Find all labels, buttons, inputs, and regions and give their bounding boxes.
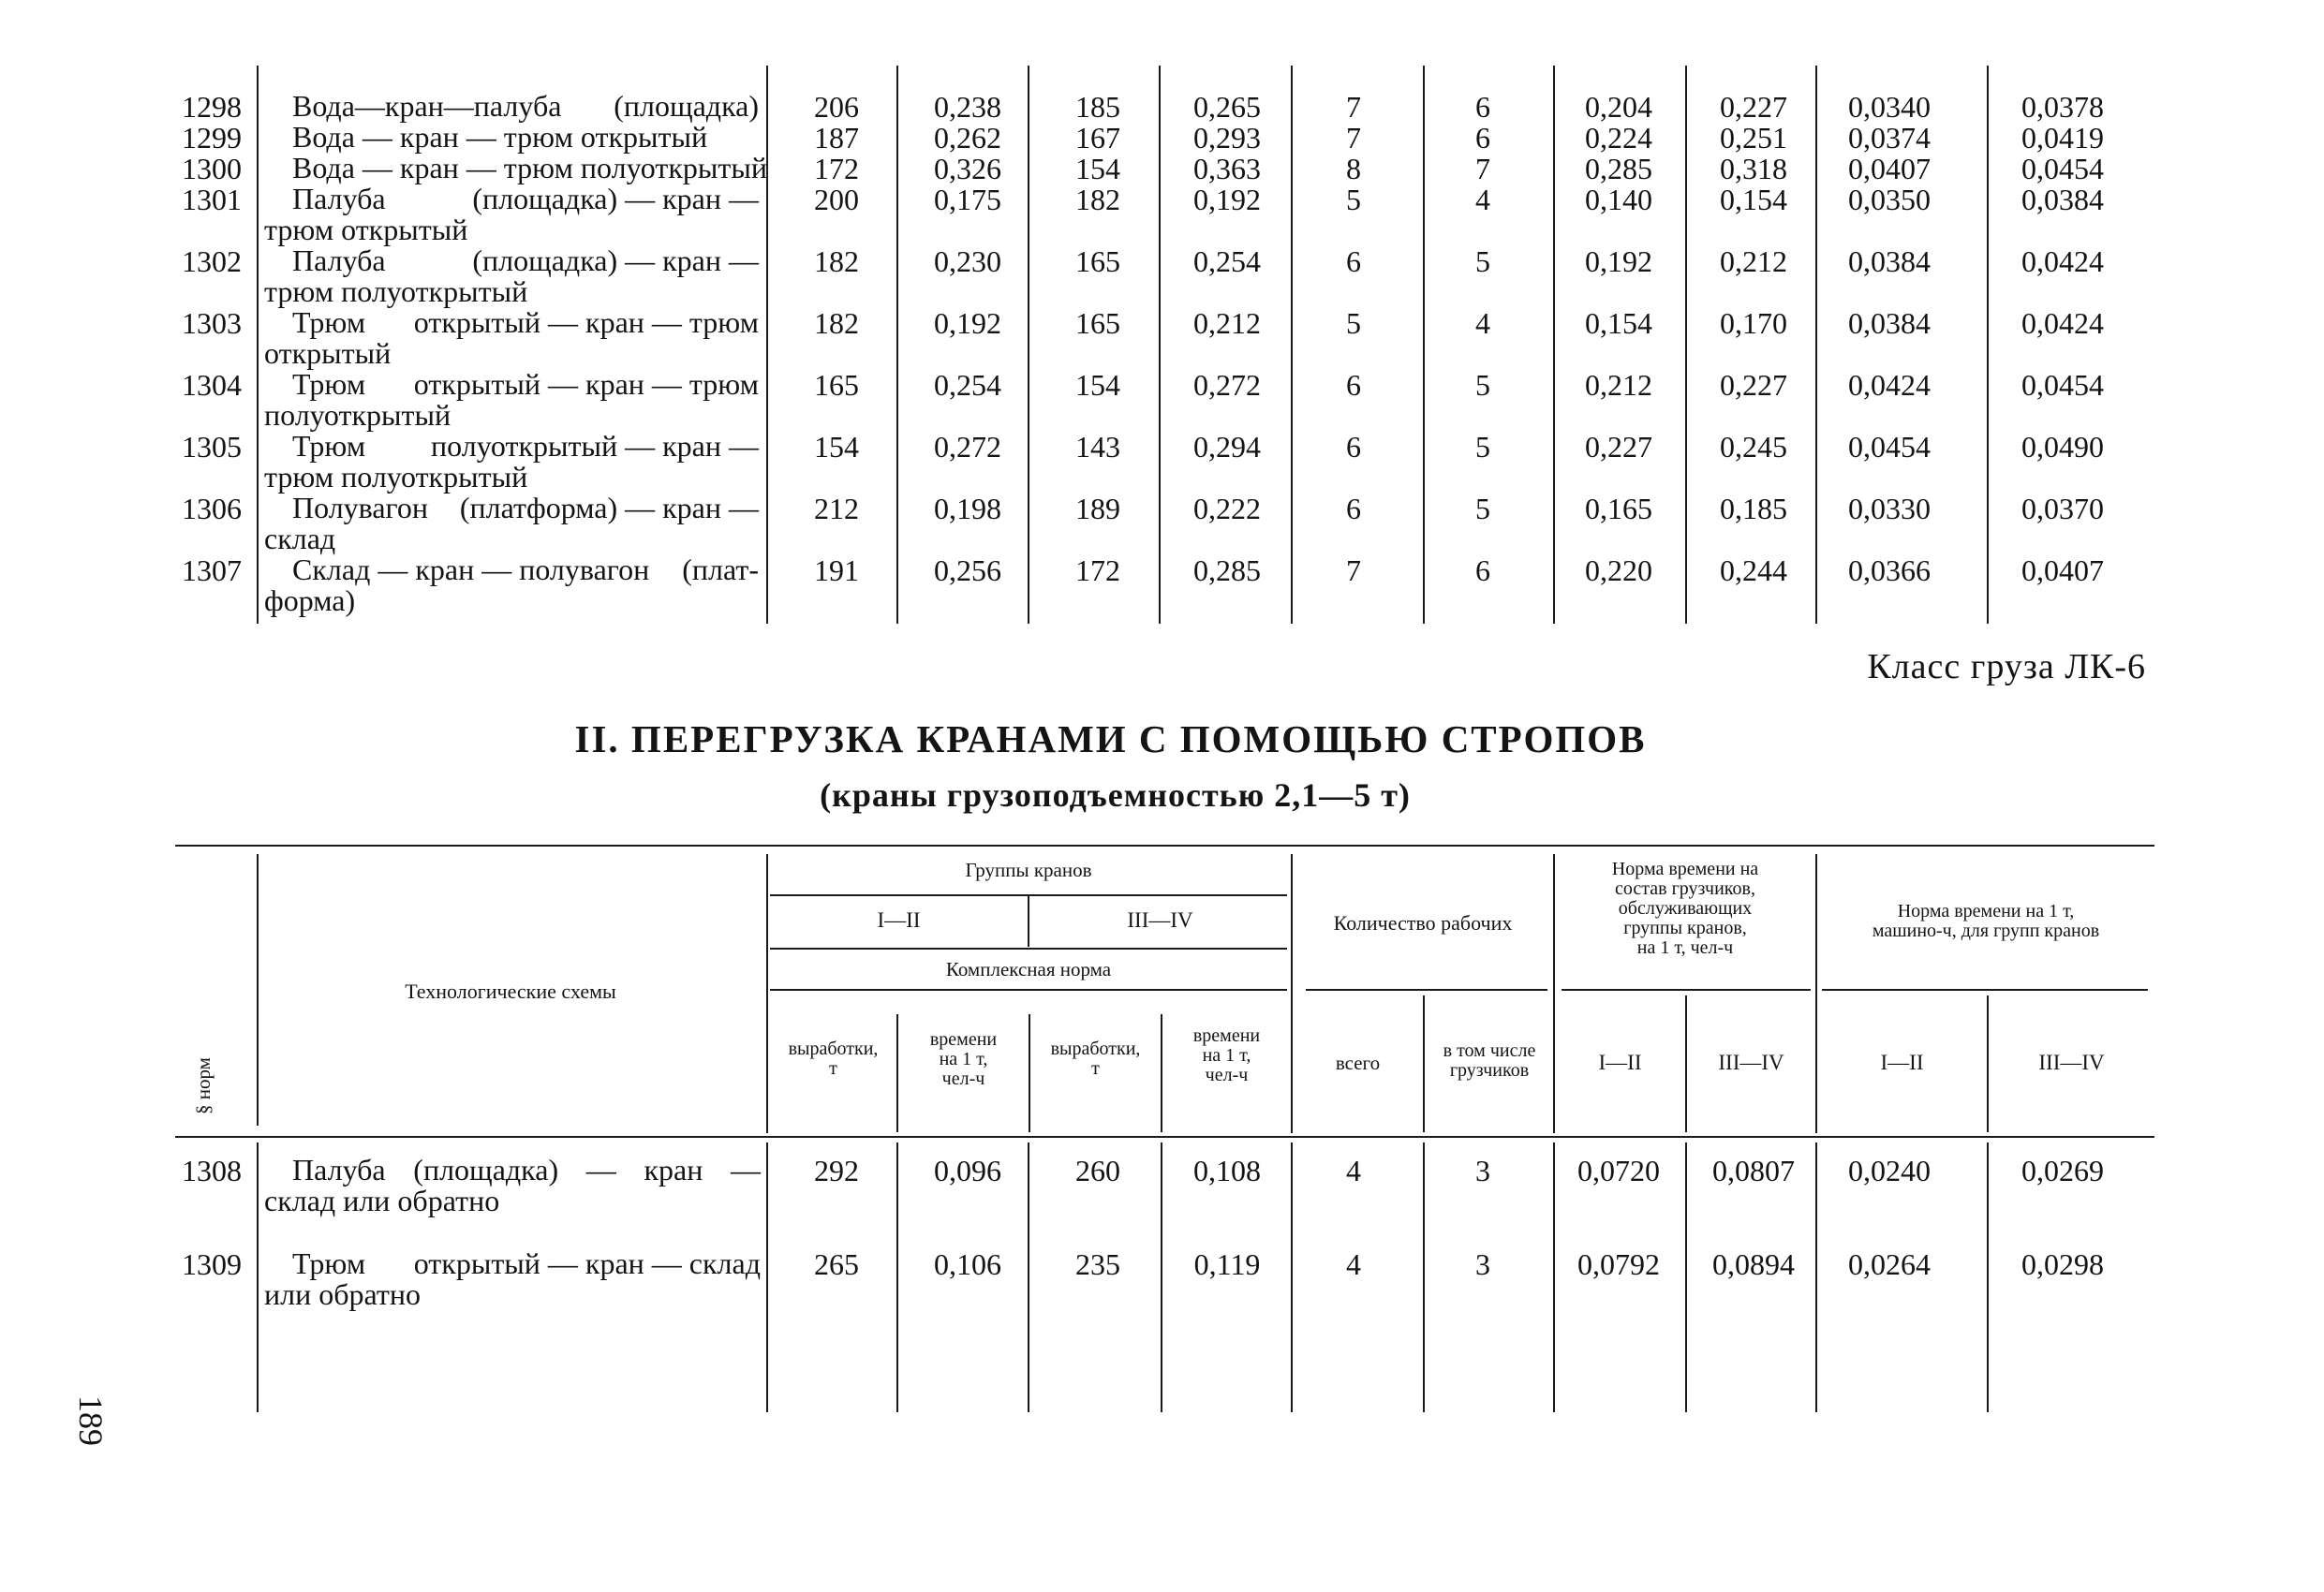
value-cell: 5 [1475, 244, 1490, 278]
output-header-line: выработки, [1050, 1039, 1141, 1059]
norm-number: 1307 [182, 553, 242, 587]
norm-number: 1309 [182, 1247, 242, 1281]
value-cell: 0,165 [1585, 492, 1652, 525]
value-cell: 0,238 [934, 90, 1001, 124]
output-header-1 [770, 1039, 896, 1079]
norm-number: 1303 [182, 306, 242, 340]
scheme-word: (плат- [682, 553, 759, 586]
norm-number: 1300 [182, 152, 242, 185]
value-cell: 0,293 [1193, 121, 1261, 155]
column-divider [257, 66, 259, 624]
header-divider [257, 854, 259, 1126]
value-cell: 0,0424 [2021, 306, 2104, 340]
value-cell: 0,0384 [2021, 183, 2104, 216]
value-cell: 172 [814, 152, 859, 185]
scheme-line-2: или обратно [264, 1277, 421, 1311]
value-cell: 8 [1346, 152, 1361, 185]
value-cell: 172 [1075, 553, 1120, 587]
time-header-line: чел-ч [941, 1069, 985, 1089]
value-cell: 265 [814, 1247, 859, 1281]
scheme-line-1 [264, 1155, 761, 1186]
value-cell: 3 [1475, 1247, 1490, 1281]
value-cell: 0,154 [1720, 183, 1787, 216]
value-cell: 0,119 [1193, 1247, 1261, 1281]
scheme-word: Трюм [292, 305, 366, 339]
value-cell: 0,0407 [1848, 152, 1931, 185]
value-cell: 189 [1075, 492, 1120, 525]
time-header-line: чел-ч [1205, 1065, 1249, 1085]
header-subrule [1562, 989, 1811, 991]
value-cell: 0,0350 [1848, 183, 1931, 216]
value-cell: 154 [814, 430, 859, 464]
machine-norm-line: машино-ч, для групп кранов [1872, 921, 2100, 941]
crew-norm-line: обслуживающих [1618, 898, 1753, 919]
scheme-description [264, 91, 759, 122]
machine-norm-header [1817, 902, 2154, 941]
value-cell: 0,0269 [2021, 1154, 2104, 1187]
time-header-line: времени [1192, 1025, 1261, 1046]
scheme-word: кран [644, 1153, 703, 1187]
value-cell: 0,212 [1193, 306, 1261, 340]
norm-number: 1298 [182, 90, 242, 124]
value-cell: 154 [1075, 368, 1120, 402]
value-cell: 0,108 [1193, 1154, 1261, 1187]
header-subrule [770, 948, 1287, 950]
value-cell: 0,0424 [1848, 368, 1931, 402]
scheme-line-2: трюм полуоткрытый [264, 460, 528, 494]
header-divider [766, 854, 768, 1133]
value-cell: 0,154 [1585, 306, 1652, 340]
value-cell: 4 [1346, 1247, 1361, 1281]
scheme-description [264, 1155, 761, 1216]
value-cell: 4 [1346, 1154, 1361, 1187]
value-cell: 5 [1475, 430, 1490, 464]
time-header-line: времени [929, 1029, 998, 1050]
value-cell: 0,0807 [1712, 1154, 1795, 1187]
value-cell: 185 [1075, 90, 1120, 124]
scheme-description [264, 369, 759, 431]
value-cell: 6 [1475, 121, 1490, 155]
scheme-line-1 [264, 245, 759, 276]
time-header-2 [1162, 1026, 1291, 1085]
output-header-line: выработки, [788, 1039, 879, 1059]
scheme-description [264, 151, 767, 184]
value-cell: 0,192 [934, 306, 1001, 340]
value-cell: 0,192 [1193, 183, 1261, 216]
value-cell: 0,192 [1585, 244, 1652, 278]
value-cell: 0,096 [934, 1154, 1001, 1187]
complex-norm-header: Комплексная норма [945, 958, 1112, 980]
value-cell: 0,363 [1193, 152, 1261, 185]
value-cell: 0,0419 [2021, 121, 2104, 155]
value-cell: 0,256 [934, 553, 1001, 587]
value-cell: 0,0374 [1848, 121, 1931, 155]
value-cell: 212 [814, 492, 859, 525]
header-divider [1291, 854, 1293, 1133]
value-cell: 0,0370 [2021, 492, 2104, 525]
machine-group-1-2-header: I—II [1880, 1051, 1924, 1074]
crane-groups-header: Группы кранов [965, 859, 1092, 881]
scheme-word: полуоткрытый — кран — [431, 429, 759, 463]
scheme-description [264, 493, 759, 554]
scheme-word: Полувагон [292, 491, 428, 524]
value-cell: 6 [1346, 244, 1361, 278]
column-divider [257, 1142, 259, 1412]
scheme-word: Склад — кран — полувагон [292, 553, 650, 586]
value-cell: 0,198 [934, 492, 1001, 525]
value-cell: 0,0454 [1848, 430, 1931, 464]
scheme-word: Палуба [292, 1153, 386, 1187]
value-cell: 0,0384 [1848, 244, 1931, 278]
value-cell: 6 [1346, 492, 1361, 525]
cargo-class-label: Класс груза ЛК-6 [1867, 647, 2146, 686]
header-divider [1815, 854, 1817, 1133]
value-cell: 0,0454 [2021, 152, 2104, 185]
norm-number: 1302 [182, 244, 242, 278]
value-cell: 6 [1475, 90, 1490, 124]
value-cell: 167 [1075, 121, 1120, 155]
scheme-word: Палуба [292, 243, 386, 277]
scheme-word: открытый — кран — склад [413, 1246, 761, 1280]
output-header-2 [1030, 1039, 1161, 1079]
value-cell: 0,170 [1720, 306, 1787, 340]
value-cell: 0,0490 [2021, 430, 2104, 464]
value-cell: 0,0407 [2021, 553, 2104, 587]
scheme-description [264, 554, 759, 616]
scheme-word: Вода — кран — трюм полуоткрытый [292, 151, 767, 184]
crew-group-3-4-header: III—IV [1718, 1051, 1784, 1074]
value-cell: 7 [1346, 90, 1361, 124]
group-3-4-header: III—IV [1127, 908, 1193, 932]
scheme-line-1 [264, 431, 759, 462]
value-cell: 7 [1346, 553, 1361, 587]
scheme-word: Трюм [292, 429, 366, 463]
norm-number: 1299 [182, 121, 242, 155]
output-header-line: т [1091, 1058, 1100, 1079]
time-header-1 [898, 1030, 1029, 1089]
scheme-line-2: склад [264, 522, 336, 555]
scheme-line-2: форма) [264, 583, 356, 617]
scheme-line-1 [264, 91, 759, 122]
value-cell: 0,204 [1585, 90, 1652, 124]
value-cell: 0,0298 [2021, 1247, 2104, 1281]
scheme-description [264, 431, 759, 493]
value-cell: 0,0454 [2021, 368, 2104, 402]
value-cell: 5 [1475, 492, 1490, 525]
scheme-word: Вода—кран—палуба [292, 89, 562, 123]
value-cell: 0,272 [934, 430, 1001, 464]
scheme-line-1 [264, 1248, 761, 1279]
workers-loaders-line: в том числе [1443, 1040, 1536, 1061]
value-cell: 7 [1475, 152, 1490, 185]
value-cell: 0,140 [1585, 183, 1652, 216]
value-cell: 0,294 [1193, 430, 1261, 464]
section-subtitle: (краны грузоподъемностью 2,1—5 т) [820, 776, 1411, 814]
scheme-line-1 [264, 369, 759, 400]
value-cell: 165 [814, 368, 859, 402]
scheme-line-1 [264, 184, 759, 214]
value-cell: 0,175 [934, 183, 1001, 216]
value-cell: 0,265 [1193, 90, 1261, 124]
value-cell: 154 [1075, 152, 1120, 185]
value-cell: 0,0378 [2021, 90, 2104, 124]
value-cell: 235 [1075, 1247, 1120, 1281]
scheme-word: (площадка) [413, 1153, 559, 1187]
scheme-line-2: открытый [264, 336, 392, 370]
scheme-line-2: склад или обратно [264, 1184, 500, 1217]
workers-loaders-line: грузчиков [1449, 1060, 1530, 1081]
value-cell: 0,0792 [1577, 1247, 1660, 1281]
scheme-word: (площадка) [614, 89, 759, 123]
value-cell: 0,230 [934, 244, 1001, 278]
scheme-word: (площадка) — кран — [472, 243, 759, 277]
crew-norm-line: Норма времени на [1611, 859, 1759, 879]
header-subrule [770, 894, 1287, 896]
scheme-word: (платформа) — кран — [459, 491, 759, 524]
header-bottom-rule [175, 1136, 2154, 1138]
value-cell: 165 [1075, 244, 1120, 278]
time-header-line: на 1 т, [939, 1049, 988, 1069]
scheme-description [264, 307, 759, 369]
value-cell: 0,222 [1193, 492, 1261, 525]
workers-header: Количество рабочих [1333, 911, 1513, 935]
workers-total-header: всего [1335, 1052, 1381, 1074]
header-subrule [1306, 989, 1547, 991]
value-cell: 260 [1075, 1154, 1120, 1187]
value-cell: 0,251 [1720, 121, 1787, 155]
value-cell: 292 [814, 1154, 859, 1187]
value-cell: 0,272 [1193, 368, 1261, 402]
norm-number: 1301 [182, 183, 242, 216]
value-cell: 0,262 [934, 121, 1001, 155]
value-cell: 6 [1475, 553, 1490, 587]
value-cell: 0,254 [934, 368, 1001, 402]
value-cell: 182 [1075, 183, 1120, 216]
scheme-word: открытый — кран — трюм [413, 367, 759, 401]
value-cell: 0,0384 [1848, 306, 1931, 340]
scheme-description [264, 184, 759, 245]
value-cell: 200 [814, 183, 859, 216]
value-cell: 4 [1475, 306, 1490, 340]
norm-number: 1306 [182, 492, 242, 525]
value-cell: 0,0264 [1848, 1247, 1931, 1281]
value-cell: 0,244 [1720, 553, 1787, 587]
value-cell: 0,285 [1193, 553, 1261, 587]
crew-norm-line: группы кранов, [1623, 918, 1747, 938]
value-cell: 0,227 [1720, 90, 1787, 124]
value-cell: 0,0424 [2021, 244, 2104, 278]
norm-number: 1304 [182, 368, 242, 402]
scheme-line-2: трюм полуоткрытый [264, 274, 528, 308]
scheme-word: — [730, 1153, 761, 1187]
value-cell: 7 [1346, 121, 1361, 155]
value-cell: 187 [814, 121, 859, 155]
value-cell: 0,0894 [1712, 1247, 1795, 1281]
scheme-word: Трюм [292, 1246, 366, 1280]
value-cell: 0,227 [1585, 430, 1652, 464]
value-cell: 191 [814, 553, 859, 587]
scheme-line-1 [264, 493, 759, 523]
scheme-line-2: трюм открытый [264, 213, 468, 246]
value-cell: 5 [1475, 368, 1490, 402]
norm-number: 1308 [182, 1154, 242, 1187]
scheme-description [264, 1248, 761, 1310]
group-1-2-header: I—II [877, 908, 921, 932]
value-cell: 0,212 [1720, 244, 1787, 278]
header-subrule [770, 989, 1287, 991]
scheme-line-1 [264, 307, 759, 338]
scheme-description [264, 245, 759, 307]
value-cell: 5 [1346, 306, 1361, 340]
header-subrule [1822, 989, 2148, 991]
value-cell: 0,220 [1585, 553, 1652, 587]
crew-norm-header [1555, 860, 1815, 958]
value-cell: 182 [814, 244, 859, 278]
machine-group-3-4-header: III—IV [2038, 1051, 2105, 1074]
scheme-word: Палуба [292, 182, 386, 215]
value-cell: 0,227 [1720, 368, 1787, 402]
value-cell: 0,0720 [1577, 1154, 1660, 1187]
value-cell: 5 [1346, 183, 1361, 216]
page-number: 189 [72, 1395, 110, 1446]
scheme-word: — [585, 1153, 616, 1187]
scheme-line-1 [264, 122, 759, 153]
value-cell: 0,212 [1585, 368, 1652, 402]
section-title: II. ПЕРЕГРУЗКА КРАНАМИ С ПОМОЩЬЮ СТРОПОВ [574, 717, 1647, 760]
value-cell: 0,318 [1720, 152, 1787, 185]
scheme-word: (площадка) — кран — [472, 182, 759, 215]
scheme-line-1 [264, 151, 767, 184]
scheme-word: Вода — кран — трюм открытый [292, 120, 708, 154]
value-cell: 0,326 [934, 152, 1001, 185]
value-cell: 0,245 [1720, 430, 1787, 464]
scheme-line-1 [264, 554, 759, 585]
value-cell: 0,0330 [1848, 492, 1931, 525]
scheme-line-2: полуоткрытый [264, 398, 451, 432]
value-cell: 0,254 [1193, 244, 1261, 278]
value-cell: 165 [1075, 306, 1120, 340]
value-cell: 182 [814, 306, 859, 340]
workers-loaders-header [1425, 1041, 1554, 1081]
value-cell: 6 [1346, 368, 1361, 402]
value-cell: 3 [1475, 1154, 1490, 1187]
value-cell: 0,106 [934, 1247, 1001, 1281]
value-cell: 206 [814, 90, 859, 124]
scheme-word: открытый — кран — трюм [413, 305, 759, 339]
scheme-description [264, 122, 759, 153]
norm-number-header: § норм [192, 1057, 215, 1114]
crew-group-1-2-header: I—II [1598, 1051, 1642, 1074]
value-cell: 143 [1075, 430, 1120, 464]
value-cell: 0,0366 [1848, 553, 1931, 587]
output-header-line: т [829, 1058, 837, 1079]
value-cell: 0,224 [1585, 121, 1652, 155]
schemes-header: Технологические схемы [405, 980, 616, 1003]
value-cell: 0,0340 [1848, 90, 1931, 124]
time-header-line: на 1 т, [1202, 1045, 1251, 1066]
value-cell: 6 [1346, 430, 1361, 464]
value-cell: 0,185 [1720, 492, 1787, 525]
value-cell: 4 [1475, 183, 1490, 216]
value-cell: 0,0240 [1848, 1154, 1931, 1187]
scheme-word: Трюм [292, 367, 366, 401]
machine-norm-line: Норма времени на 1 т, [1897, 901, 2075, 921]
header-top-rule [175, 845, 2154, 847]
crew-norm-line: состав грузчиков, [1615, 878, 1755, 899]
value-cell: 0,285 [1585, 152, 1652, 185]
norm-number: 1305 [182, 430, 242, 464]
crew-norm-line: на 1 т, чел-ч [1636, 937, 1734, 958]
